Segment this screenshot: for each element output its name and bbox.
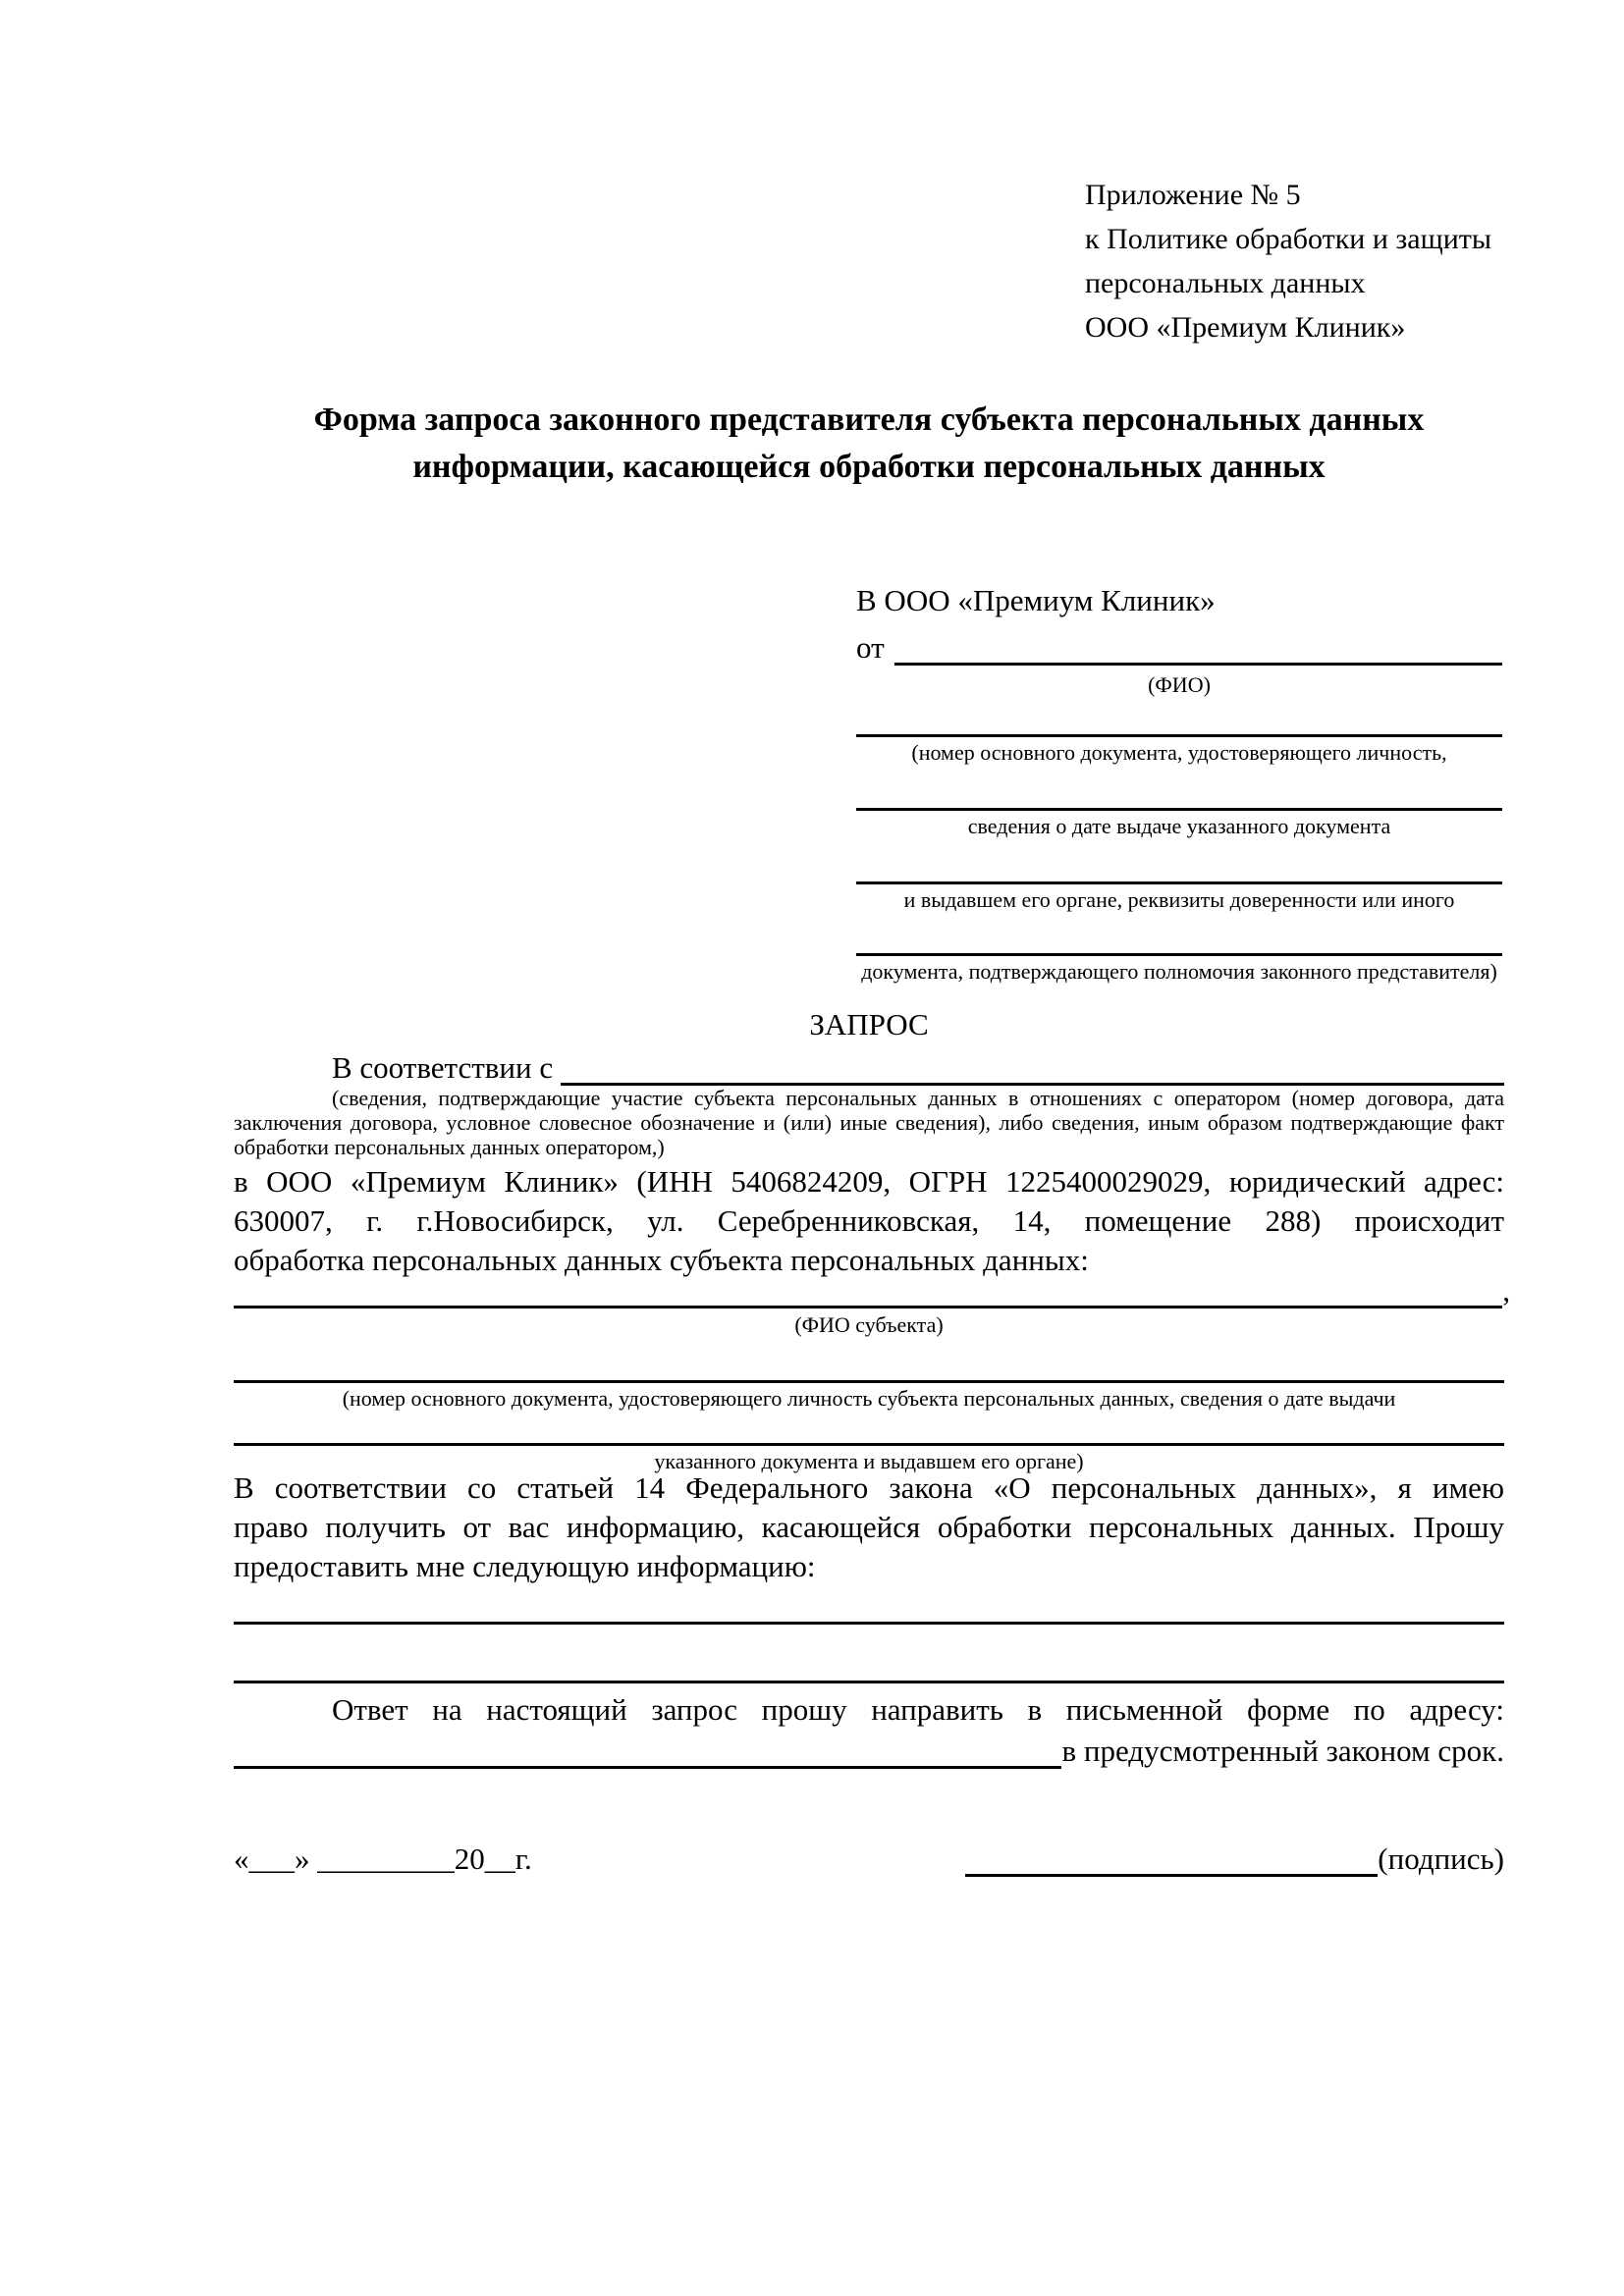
operator-paragraph-line: 630007, г. г.Новосибирск, ул. Серебренниковская, 14, помещение 288) происходит [234,1203,1504,1238]
from-label: от [856,630,885,665]
signature-blank-line [965,1835,1378,1877]
blank-line [234,1584,1504,1625]
representative-doc-field [856,697,1502,765]
reply-tail: в предусмотренный законом срок. [1061,1734,1504,1768]
rights-paragraph-line: предоставить мне следующую информацию: [234,1549,816,1583]
blank-line [234,1643,1504,1683]
subject-doc-caption: (номер основного документа, удостоверяющего личность субъекта персональных данных, сведения о дате выдачи [342,1386,1396,1411]
field-caption: сведения о дате выдаче указанного документа [967,814,1391,838]
page-title-line: информации, касающейся обработки персональных данных [412,449,1326,485]
representative-doc-field [856,771,1502,838]
subject-fio-row [234,1269,1510,1308]
subject-fio-blank-line [234,1266,1502,1308]
operator-paragraph-line: в ООО «Премиум Клиник» (ИНН 5406824209, ОГРН 1225400029029, юридический адрес: [234,1164,1504,1199]
accordance-caption-line: обработки персональных данных оператором,) [234,1135,665,1159]
trailing-comma: , [1502,1273,1510,1308]
appendix-line: Приложение № 5 [1085,179,1301,211]
blank-line [234,1343,1504,1383]
fio-caption: (ФИО) [1148,672,1211,697]
rights-paragraph-line: право получить от вас информацию, касающейся обработки персональных данных. Прошу [234,1510,1504,1544]
reply-paragraph [234,1690,1504,1730]
representative-doc-field [856,916,1502,984]
blank-line [856,771,1502,811]
signature-block [965,1835,1504,1877]
reply-address-row [234,1730,1504,1769]
rights-paragraph-line: В соответствии со статьей 14 Федерального закона «О персональных данных», я имею [234,1470,1504,1505]
appendix-note [1085,173,1491,349]
accordance-label: В соответствии с [332,1050,554,1085]
field-caption: и выдавшем его органе, реквизиты доверенности или иного [903,887,1455,912]
operator-paragraph-line: обработка персональных данных субъекта персональных данных: [234,1243,1089,1277]
field-caption: (номер основного документа, удостоверяющего личность, [911,740,1447,765]
accordance-caption-line: (сведения, подтверждающие участие субъекта персональных данных в отношениях с оператором (номер договора, дата [332,1086,1504,1110]
signature-caption: (подпись) [1378,1842,1504,1876]
addressee-from-row [856,624,1502,666]
appendix-line: к Политике обработки и защиты [1085,223,1492,255]
blank-line [856,844,1502,884]
accordance-caption [234,1086,1504,1159]
blank-line [234,1406,1504,1446]
accordance-caption-line: заключения договора, условное словесное обозначение и (или) иные сведения), либо сведения, иным образом подтверждающие факт [234,1110,1504,1135]
accordance-row [234,1042,1504,1086]
blank-line [856,697,1502,737]
from-blank-line [894,621,1502,666]
addressee-to: В ООО «Премиум Клиник» [856,583,1216,617]
reply-address-blank-line [234,1727,1061,1769]
appendix-line: персональных данных [1085,267,1366,299]
accordance-blank-line [561,1040,1504,1086]
blank-line [856,916,1502,956]
subject-doc-field [234,1406,1504,1473]
subject-fio-caption: (ФИО субъекта) [794,1312,944,1337]
page-title [234,397,1504,491]
subject-doc-caption: указанного документа и выдавшем его органе) [654,1449,1084,1473]
footer-row [234,1834,1504,1877]
reply-paragraph-line: Ответ на настоящий запрос прошу направить в письменной форме по адресу: [332,1692,1504,1727]
field-caption: документа, подтверждающего полномочия законного представителя) [861,959,1497,984]
rights-paragraph [234,1468,1504,1586]
date-line: «___» _________20__г. [234,1842,532,1876]
operator-paragraph [234,1162,1504,1280]
page-title-line: Форма запроса законного представителя субъекта персональных данных [313,401,1425,438]
appendix-line: ООО «Премиум Клиник» [1085,311,1406,344]
representative-doc-field [856,844,1502,912]
request-heading: ЗАПРОС [809,1007,929,1041]
subject-doc-field [234,1343,1504,1411]
